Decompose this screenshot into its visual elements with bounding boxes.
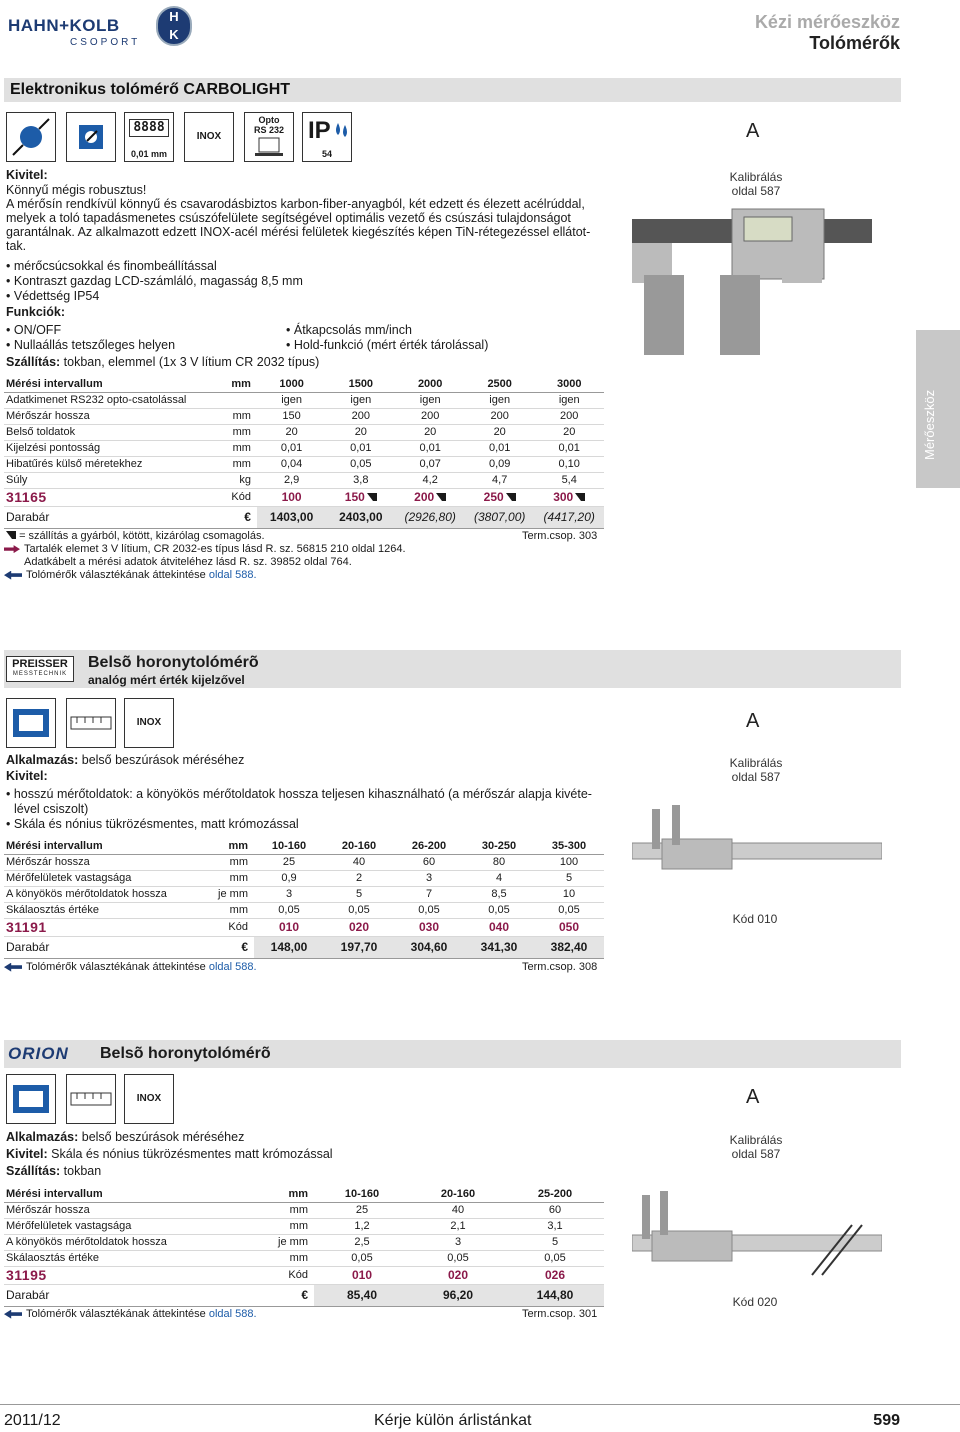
table-row bbox=[4, 456, 604, 472]
row-unit: mm bbox=[184, 870, 254, 886]
s1-funkcio: • Átkapcsolás mm/inch bbox=[286, 323, 412, 337]
row-unit: mm bbox=[184, 838, 254, 854]
cell-value: 0,01 bbox=[326, 440, 395, 456]
cell-value: 20 bbox=[465, 424, 535, 440]
code-row bbox=[4, 1266, 604, 1284]
s3-alkalmazas: Alkalmazás: belső beszúrások méréséhez bbox=[6, 1130, 245, 1144]
section3-title: Belsõ horonytolómérõ bbox=[100, 1045, 271, 1062]
ip-rating-icon: IP 54 bbox=[302, 112, 352, 162]
cell-value: 150 bbox=[257, 408, 326, 424]
cell-value: 20 bbox=[257, 424, 326, 440]
brand-badge-icon: H K bbox=[156, 6, 192, 46]
table-row bbox=[4, 392, 604, 408]
row-label: Mérési intervallum bbox=[4, 838, 184, 854]
cell-value: 20-160 bbox=[324, 838, 394, 854]
cell-value: 60 bbox=[394, 854, 464, 870]
row-unit: mm bbox=[188, 408, 257, 424]
cell-value: 0,10 bbox=[534, 456, 604, 472]
s2-bullet: • Skála és nónius tükrözésmentes, matt krómozással bbox=[6, 817, 299, 831]
cell-value: 2,5 bbox=[314, 1234, 410, 1250]
table-row bbox=[4, 1250, 604, 1266]
row-unit: mm bbox=[188, 376, 257, 392]
inox-icon: INOX bbox=[184, 112, 234, 162]
cell-value: 0,01 bbox=[257, 440, 326, 456]
table-row bbox=[4, 472, 604, 488]
cell-value: 35-300 bbox=[534, 838, 604, 854]
row-label: Súly bbox=[4, 472, 188, 488]
s3-term: Term.csop. 301 bbox=[522, 1308, 598, 1320]
code-row bbox=[4, 488, 604, 506]
cell-value: 0,04 bbox=[257, 456, 326, 472]
cell-value: 0,01 bbox=[465, 440, 535, 456]
row-unit: mm bbox=[188, 440, 257, 456]
item-code: 100 bbox=[257, 488, 326, 506]
cell-value: 0,05 bbox=[324, 902, 394, 918]
s1-term: Term.csop. 303 bbox=[522, 530, 598, 542]
inside-groove-icon bbox=[6, 1074, 56, 1124]
preisser-caliper-image bbox=[632, 795, 882, 895]
currency-icon: € bbox=[184, 936, 254, 958]
cell-value: 5 bbox=[324, 886, 394, 902]
s1-funkcio: • ON/OFF bbox=[6, 323, 62, 337]
inside-groove-icon bbox=[6, 698, 56, 748]
price-cell: 2403,00 bbox=[326, 506, 395, 528]
row-unit: kg bbox=[188, 472, 257, 488]
row-unit: je mm bbox=[184, 886, 254, 902]
order-number: 31191 bbox=[4, 918, 184, 936]
row-label: Skálaosztás értéke bbox=[4, 1250, 224, 1266]
section1-bar bbox=[4, 78, 901, 102]
cell-value: 1,2 bbox=[314, 1218, 410, 1234]
cell-value: 40 bbox=[324, 854, 394, 870]
s1-funkcio: • Hold-funkció (mért érték tárolással) bbox=[286, 338, 489, 352]
table-row bbox=[4, 886, 604, 902]
s3-image-code: Kód 020 bbox=[732, 1295, 778, 1309]
inox-icon: INOX bbox=[124, 1074, 174, 1124]
header-category: Kézi mérőeszköz bbox=[754, 12, 900, 32]
cell-value: 0,05 bbox=[394, 902, 464, 918]
inside-measure-icon bbox=[66, 112, 116, 162]
row-unit: mm bbox=[184, 854, 254, 870]
table-row bbox=[4, 854, 604, 870]
cell-value: 0,01 bbox=[395, 440, 465, 456]
cell-value: 5 bbox=[506, 1234, 604, 1250]
s2-bullet: • hosszú mérőtoldatok: a könyökös mérőtoldatok hossza teljesen kihasználható (a mérőszár alapja kivéte- bbox=[6, 787, 592, 801]
cell-value: 60 bbox=[506, 1202, 604, 1218]
cell-value: 4,2 bbox=[395, 472, 465, 488]
preisser-logo: PREISSER MESSTECHNIK bbox=[6, 656, 74, 682]
cell-value: 80 bbox=[464, 854, 534, 870]
row-label: Kijelzési pontosság bbox=[4, 440, 188, 456]
code-unit: Kód bbox=[224, 1266, 314, 1284]
price-label: Darabár bbox=[4, 936, 184, 958]
cell-value: igen bbox=[395, 392, 465, 408]
s3-calibration: Kalibrálás oldal 587 bbox=[729, 1133, 783, 1161]
s1-note: Adatkábelt a mérési adatok átviteléhez lásd R. sz. 39852 oldal 764. bbox=[24, 556, 352, 568]
table-row bbox=[4, 1218, 604, 1234]
item-code: 010 bbox=[314, 1266, 410, 1284]
cell-value: igen bbox=[326, 392, 395, 408]
cell-value: 3 bbox=[394, 870, 464, 886]
price-cell: (3807,00) bbox=[465, 506, 535, 528]
s2-calibration: Kalibrálás oldal 587 bbox=[729, 756, 783, 784]
s2-bullet-cont: lével csiszolt) bbox=[14, 802, 89, 816]
footer-edition: 2011/12 bbox=[4, 1412, 61, 1429]
s1-funkciok-label: Funkciók: bbox=[6, 305, 66, 319]
s1-kivitel-line: melyek a toló tapadásmenetes csúszófelülete segítségével optimális vezető és csúszási tulajdonságot bbox=[6, 211, 571, 225]
cell-value: 10 bbox=[534, 886, 604, 902]
s1-note: = szállítás a gyárból, kötött, kizárólag csomagolás. bbox=[4, 529, 265, 544]
table-row bbox=[4, 424, 604, 440]
price-cell: 148,00 bbox=[254, 936, 324, 958]
cell-value: 25-200 bbox=[506, 1186, 604, 1202]
cell-value: 0,05 bbox=[464, 902, 534, 918]
item-code: 010 bbox=[254, 918, 324, 936]
cell-value: 3 bbox=[254, 886, 324, 902]
cell-value: 20 bbox=[395, 424, 465, 440]
orion-logo: ORION bbox=[8, 1044, 69, 1063]
row-label: Mérőfelületek vastagsága bbox=[4, 1218, 224, 1234]
cell-value: 200 bbox=[534, 408, 604, 424]
price-cell: 341,30 bbox=[464, 936, 534, 958]
s2-alkalmazas: Alkalmazás: belső beszúrások méréséhez bbox=[6, 753, 245, 767]
s1-overview-link[interactable]: Tolómérők választékának áttekintése oldal 588. bbox=[4, 568, 257, 583]
row-unit: mm bbox=[188, 424, 257, 440]
code-unit: Kód bbox=[188, 488, 257, 506]
section1-title: Elektronikus tolómérő CARBOLIGHT bbox=[10, 81, 291, 98]
s3-kivitel: Kivitel: Skála és nónius tükrözésmentes matt krómozással bbox=[6, 1147, 333, 1161]
cell-value: 2,9 bbox=[257, 472, 326, 488]
s2-image-code: Kód 010 bbox=[732, 912, 778, 926]
row-unit: mm bbox=[224, 1218, 314, 1234]
s1-calibration: Kalibrálás oldal 587 bbox=[729, 170, 783, 198]
cell-value: 20-160 bbox=[410, 1186, 506, 1202]
table-row bbox=[4, 1234, 604, 1250]
cell-value: 0,05 bbox=[534, 902, 604, 918]
item-code: 026 bbox=[506, 1266, 604, 1284]
price-cell: (4417,20) bbox=[534, 506, 604, 528]
cell-value: 2 bbox=[324, 870, 394, 886]
cell-value: 2500 bbox=[465, 376, 535, 392]
footer-pricelist-note: Kérje külön árlistánkat bbox=[374, 1412, 532, 1429]
item-code: 200 bbox=[395, 488, 465, 506]
cell-value: 3 bbox=[410, 1234, 506, 1250]
row-label: Skálaosztás értéke bbox=[4, 902, 184, 918]
s1-kivitel-label: Kivitel: bbox=[6, 168, 48, 182]
s3-spec-table bbox=[4, 1186, 604, 1307]
item-code: 300 bbox=[534, 488, 604, 506]
s1-note: Tartalék elemet 3 V lítium, CR 2032-es típus lásd R. sz. 56815 210 oldal 1264. bbox=[4, 542, 406, 557]
cell-value: 0,05 bbox=[410, 1250, 506, 1266]
cell-value: 100 bbox=[534, 854, 604, 870]
price-cell: 382,40 bbox=[534, 936, 604, 958]
item-code: 150 bbox=[326, 488, 395, 506]
row-unit: mm bbox=[224, 1186, 314, 1202]
table-row bbox=[4, 440, 604, 456]
price-cell: (2926,80) bbox=[395, 506, 465, 528]
table-row bbox=[4, 1186, 604, 1202]
cell-value: 3000 bbox=[534, 376, 604, 392]
cell-value: 0,05 bbox=[506, 1250, 604, 1266]
row-label: A könyökös mérőtoldatok hossza bbox=[4, 1234, 224, 1250]
vernier-scale-icon bbox=[66, 698, 116, 748]
price-cell: 144,80 bbox=[506, 1284, 604, 1306]
cell-value: igen bbox=[534, 392, 604, 408]
item-code: 040 bbox=[464, 918, 534, 936]
row-label: Mérési intervallum bbox=[4, 1186, 224, 1202]
price-label: Darabár bbox=[4, 506, 188, 528]
brand-sub: CSOPORT bbox=[70, 37, 141, 48]
section2-subtitle: analóg mért érték kijelzővel bbox=[88, 673, 245, 687]
cell-value: 0,05 bbox=[254, 902, 324, 918]
s1-spec-table bbox=[4, 376, 604, 529]
row-label: Hibatűrés külső méretekhez bbox=[4, 456, 188, 472]
s3-calibration-mark: A bbox=[746, 1086, 760, 1108]
price-cell: 96,20 bbox=[410, 1284, 506, 1306]
currency-icon: € bbox=[224, 1284, 314, 1306]
cell-value: 5 bbox=[534, 870, 604, 886]
digital-display-icon: 8888 0,01 mm bbox=[124, 112, 174, 162]
item-code: 250 bbox=[465, 488, 535, 506]
code-unit: Kód bbox=[184, 918, 254, 936]
s1-bullet: • Kontraszt gazdag LCD-számláló, magasság 8,5 mm bbox=[6, 274, 303, 288]
side-tab: Mérőeszköz bbox=[916, 330, 960, 488]
s2-spec-table bbox=[4, 838, 604, 959]
table-row bbox=[4, 408, 604, 424]
cell-value: 0,01 bbox=[534, 440, 604, 456]
cell-value: 20 bbox=[326, 424, 395, 440]
carbolight-caliper-image bbox=[632, 205, 872, 370]
price-row bbox=[4, 506, 604, 528]
s1-kivitel-line: Könnyű mégis robusztus! bbox=[6, 183, 147, 197]
code-row bbox=[4, 918, 604, 936]
s1-bullet: • mérőcsúcsokkal és finombeállítással bbox=[6, 259, 217, 273]
price-row bbox=[4, 1284, 604, 1306]
item-code: 020 bbox=[324, 918, 394, 936]
cell-value: 2000 bbox=[395, 376, 465, 392]
s2-kivitel-label: Kivitel: bbox=[6, 769, 48, 783]
row-label: Belső toldatok bbox=[4, 424, 188, 440]
price-row bbox=[4, 936, 604, 958]
price-cell: 304,60 bbox=[394, 936, 464, 958]
price-cell: 197,70 bbox=[324, 936, 394, 958]
price-cell: 85,40 bbox=[314, 1284, 410, 1306]
row-unit: mm bbox=[224, 1202, 314, 1218]
s1-calibration-mark: A bbox=[746, 120, 760, 142]
outside-measure-icon bbox=[6, 112, 56, 162]
cell-value: 0,09 bbox=[465, 456, 535, 472]
header-subcategory: Tolómérők bbox=[809, 33, 900, 53]
cell-value: 200 bbox=[465, 408, 535, 424]
cell-value: 4 bbox=[464, 870, 534, 886]
cell-value: 25 bbox=[314, 1202, 410, 1218]
cell-value: 1500 bbox=[326, 376, 395, 392]
table-row bbox=[4, 870, 604, 886]
item-code: 030 bbox=[394, 918, 464, 936]
cell-value: 20 bbox=[534, 424, 604, 440]
cell-value: 7 bbox=[394, 886, 464, 902]
cell-value: 26-200 bbox=[394, 838, 464, 854]
cell-value: 3,8 bbox=[326, 472, 395, 488]
currency-icon: € bbox=[188, 506, 257, 528]
table-row bbox=[4, 1202, 604, 1218]
row-label: Mérőszár hossza bbox=[4, 854, 184, 870]
s2-overview-link[interactable]: Tolómérők választékának áttekintése oldal 588. bbox=[4, 960, 257, 975]
table-row bbox=[4, 376, 604, 392]
cell-value: 10-160 bbox=[254, 838, 324, 854]
order-number: 31195 bbox=[4, 1266, 224, 1284]
row-unit: mm bbox=[188, 456, 257, 472]
s1-szallitas: Szállítás: tokban, elemmel (1x 3 V lítium CR 2032 típus) bbox=[6, 355, 320, 369]
page-number: 599 bbox=[873, 1412, 900, 1429]
price-label: Darabár bbox=[4, 1284, 224, 1306]
cell-value: 200 bbox=[326, 408, 395, 424]
cell-value: 0,07 bbox=[395, 456, 465, 472]
vernier-scale-icon bbox=[66, 1074, 116, 1124]
cell-value: 1000 bbox=[257, 376, 326, 392]
table-row bbox=[4, 902, 604, 918]
cell-value: 25 bbox=[254, 854, 324, 870]
row-unit: mm bbox=[184, 902, 254, 918]
table-row bbox=[4, 838, 604, 854]
cell-value: 3,1 bbox=[506, 1218, 604, 1234]
cell-value: 5,4 bbox=[534, 472, 604, 488]
brand-logo: HAHN+KOLB bbox=[8, 16, 120, 35]
cell-value: igen bbox=[257, 392, 326, 408]
orion-caliper-image bbox=[632, 1175, 882, 1285]
row-label: Mérőszár hossza bbox=[4, 408, 188, 424]
s2-term: Term.csop. 308 bbox=[522, 961, 598, 973]
item-code: 020 bbox=[410, 1266, 506, 1284]
row-unit: mm bbox=[224, 1250, 314, 1266]
order-number: 31165 bbox=[4, 488, 188, 506]
s1-bullet: • Védettség IP54 bbox=[6, 289, 100, 303]
cell-value: 0,05 bbox=[314, 1250, 410, 1266]
price-cell: 1403,00 bbox=[257, 506, 326, 528]
cell-value: igen bbox=[465, 392, 535, 408]
s2-calibration-mark: A bbox=[746, 710, 760, 732]
section2-title: Belsõ horonytolómérõ bbox=[88, 654, 259, 671]
cell-value: 10-160 bbox=[314, 1186, 410, 1202]
cell-value: 30-250 bbox=[464, 838, 534, 854]
row-label: Mérőszár hossza bbox=[4, 1202, 224, 1218]
s1-kivitel-line: A mérősín rendkívül könnyű és csavarodásbiztos karbon-fiber-anyagból, két edzett és élezett acélrúddal, bbox=[6, 197, 585, 211]
row-label: Mérési intervallum bbox=[4, 376, 188, 392]
s3-szallitas: Szállítás: tokban bbox=[6, 1164, 102, 1178]
s1-funkcio: • Nullaállás tetszőleges helyen bbox=[6, 338, 176, 352]
cell-value: 40 bbox=[410, 1202, 506, 1218]
row-label: A könyökös mérőtoldatok hossza bbox=[4, 886, 184, 902]
cell-value: 200 bbox=[395, 408, 465, 424]
row-unit: je mm bbox=[224, 1234, 314, 1250]
opto-rs232-icon: Opto RS 232 bbox=[244, 112, 294, 162]
cell-value: 0,05 bbox=[326, 456, 395, 472]
inox-icon: INOX bbox=[124, 698, 174, 748]
row-label: Adatkimenet RS232 opto-csatolással bbox=[6, 394, 187, 406]
row-unit bbox=[188, 392, 257, 408]
cell-value: 0,9 bbox=[254, 870, 324, 886]
cell-value: 2,1 bbox=[410, 1218, 506, 1234]
cell-value: 4,7 bbox=[465, 472, 535, 488]
s3-overview-link[interactable]: Tolómérők választékának áttekintése oldal 588. bbox=[4, 1307, 257, 1322]
row-label: Mérőfelületek vastagsága bbox=[4, 870, 184, 886]
cell-value: 8,5 bbox=[464, 886, 534, 902]
item-code: 050 bbox=[534, 918, 604, 936]
s1-kivitel-line: garantálnak. Az alkalmazott edzett INOX-acél mérési felületek kiegészítés képen TiN-rétegezéssel ellátot- bbox=[6, 225, 591, 239]
footer-divider bbox=[0, 1404, 960, 1405]
s1-kivitel-line: tak. bbox=[6, 239, 27, 253]
